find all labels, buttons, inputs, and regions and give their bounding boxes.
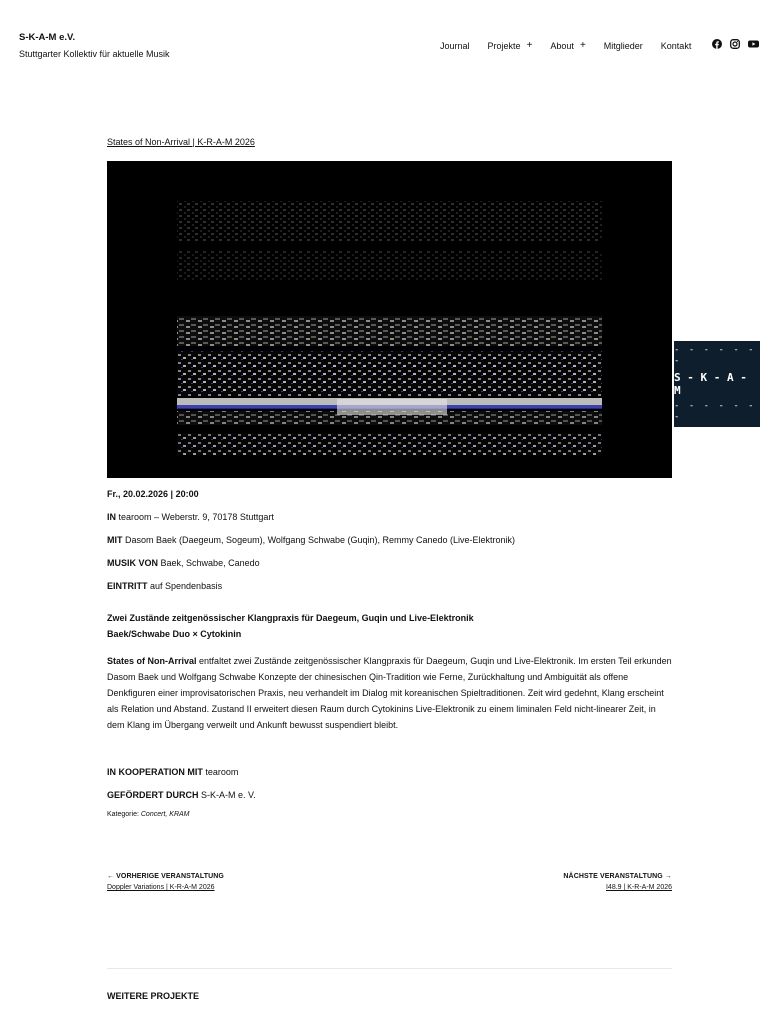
site-title[interactable]: S-K-A-M e.V. <box>19 32 76 43</box>
nav-journal[interactable]: Journal <box>440 40 470 51</box>
event-funding <box>107 789 256 801</box>
expand-plus-icon[interactable]: + <box>526 40 533 51</box>
nav-mitglieder[interactable]: Mitglieder <box>603 40 643 51</box>
nav-projekte[interactable] <box>488 40 533 51</box>
funding-value: S-K-A-M e. V. <box>201 790 256 800</box>
cooperation-label: IN KOOPERATION MIT <box>107 767 203 777</box>
performers-value: Dasom Baek (Daegeum, Sogeum), Wolfgang Schwabe (Guqin), Remmy Canedo (Live-Elektronik) <box>125 535 516 545</box>
nav-projekte-label: Projekte <box>487 40 521 51</box>
description-body: entfaltet zwei Zustände zeitgenössischer Klangpraxis für Daegeum, Guqin und Live-Elektronik. Im ersten Teil erkunden Dasom Baek und Wolfgang Schwabe Konzepte der chinesischen Qin-Tradition wie Ferne, Zurückhaltung und Ambiguität als offene Denkfiguren einer improvisatorischen Praxis, neu verhandelt im Dialog mit koreanischen Spieltraditionen. Zeit wird gedehnt, Klang erscheint als Relation und Abstand. Zustand II erweitert diesen Raum durch Cytokinins Live-Elektronik zu einem liminalen Feld nicht-linearer Zeit, in dem Klang im Übergang verweilt und Ankunft bewusst suspendiert bleibt. <box>107 656 672 730</box>
event-description <box>107 653 672 733</box>
funding-label: GEFÖRDERT DURCH <box>107 790 199 800</box>
description-title: States of Non-Arrival <box>107 656 197 666</box>
event-admission <box>107 580 222 592</box>
event-venue <box>107 511 274 523</box>
glitch-artwork <box>107 161 672 478</box>
more-projects-heading: WEITERE PROJEKTE <box>107 991 200 1001</box>
subtitle-line-2: Baek/Schwabe Duo × Cytokinin <box>107 629 242 639</box>
previous-event <box>107 873 224 891</box>
event-cooperation <box>107 766 238 778</box>
site-branding <box>19 32 170 60</box>
venue-label: IN <box>107 512 116 522</box>
instagram-icon[interactable] <box>730 39 740 49</box>
nav-kontakt[interactable]: Kontakt <box>660 40 692 51</box>
social-links <box>712 39 758 49</box>
previous-event-label: ← VORHERIGE VERANSTALTUNG <box>107 873 224 880</box>
music-value: Baek, Schwabe, Canedo <box>160 558 260 568</box>
main-nav <box>440 40 709 51</box>
previous-event-link[interactable]: Doppler Variations | K-R-A-M 2026 <box>107 884 215 891</box>
youtube-icon[interactable] <box>748 39 758 49</box>
event-performers <box>107 534 515 546</box>
expand-plus-icon[interactable]: + <box>579 40 586 51</box>
music-label: MUSIK VON <box>107 558 159 568</box>
badge-dashes-bottom: - - - - - - - <box>674 401 756 422</box>
site-tagline: Stuttgarter Kollektiv für aktuelle Musik <box>19 49 170 59</box>
nav-about[interactable] <box>550 40 585 51</box>
event-date: Fr., 20.02.2026 | 20:00 <box>107 489 199 499</box>
next-event-link[interactable]: I48.9 | K-R-A-M 2026 <box>605 884 672 891</box>
admission-value: auf Spendenbasis <box>150 581 223 591</box>
categories-value[interactable]: Concert, KRAM <box>140 811 190 818</box>
section-divider <box>107 968 672 969</box>
breadcrumb[interactable]: States of Non-Arrival | K-R-A-M 2026 <box>107 137 255 147</box>
skam-badge[interactable] <box>674 341 760 427</box>
categories-label: Kategorie: <box>107 811 139 818</box>
next-event-label: NÄCHSTE VERANSTALTUNG → <box>563 873 672 880</box>
event-music <box>107 557 260 569</box>
admission-label: EINTRITT <box>107 581 148 591</box>
event-image <box>107 161 672 478</box>
next-event <box>563 873 672 891</box>
subtitle-line-1: Zwei Zustände zeitgenössischer Klangpraxis für Daegeum, Guqin und Live-Elektronik <box>107 613 474 623</box>
nav-about-label: About <box>550 40 574 51</box>
badge-dashes-top: - - - - - - - <box>674 345 756 366</box>
cooperation-value: tearoom <box>205 767 239 777</box>
facebook-icon[interactable] <box>712 39 722 49</box>
performers-label: MIT <box>107 535 123 545</box>
event-categories <box>107 809 190 821</box>
event-subtitle <box>107 610 474 642</box>
venue-value: tearoom – Weberstr. 9, 70178 Stuttgart <box>118 512 274 522</box>
badge-name: S - K - A - M <box>674 371 747 397</box>
